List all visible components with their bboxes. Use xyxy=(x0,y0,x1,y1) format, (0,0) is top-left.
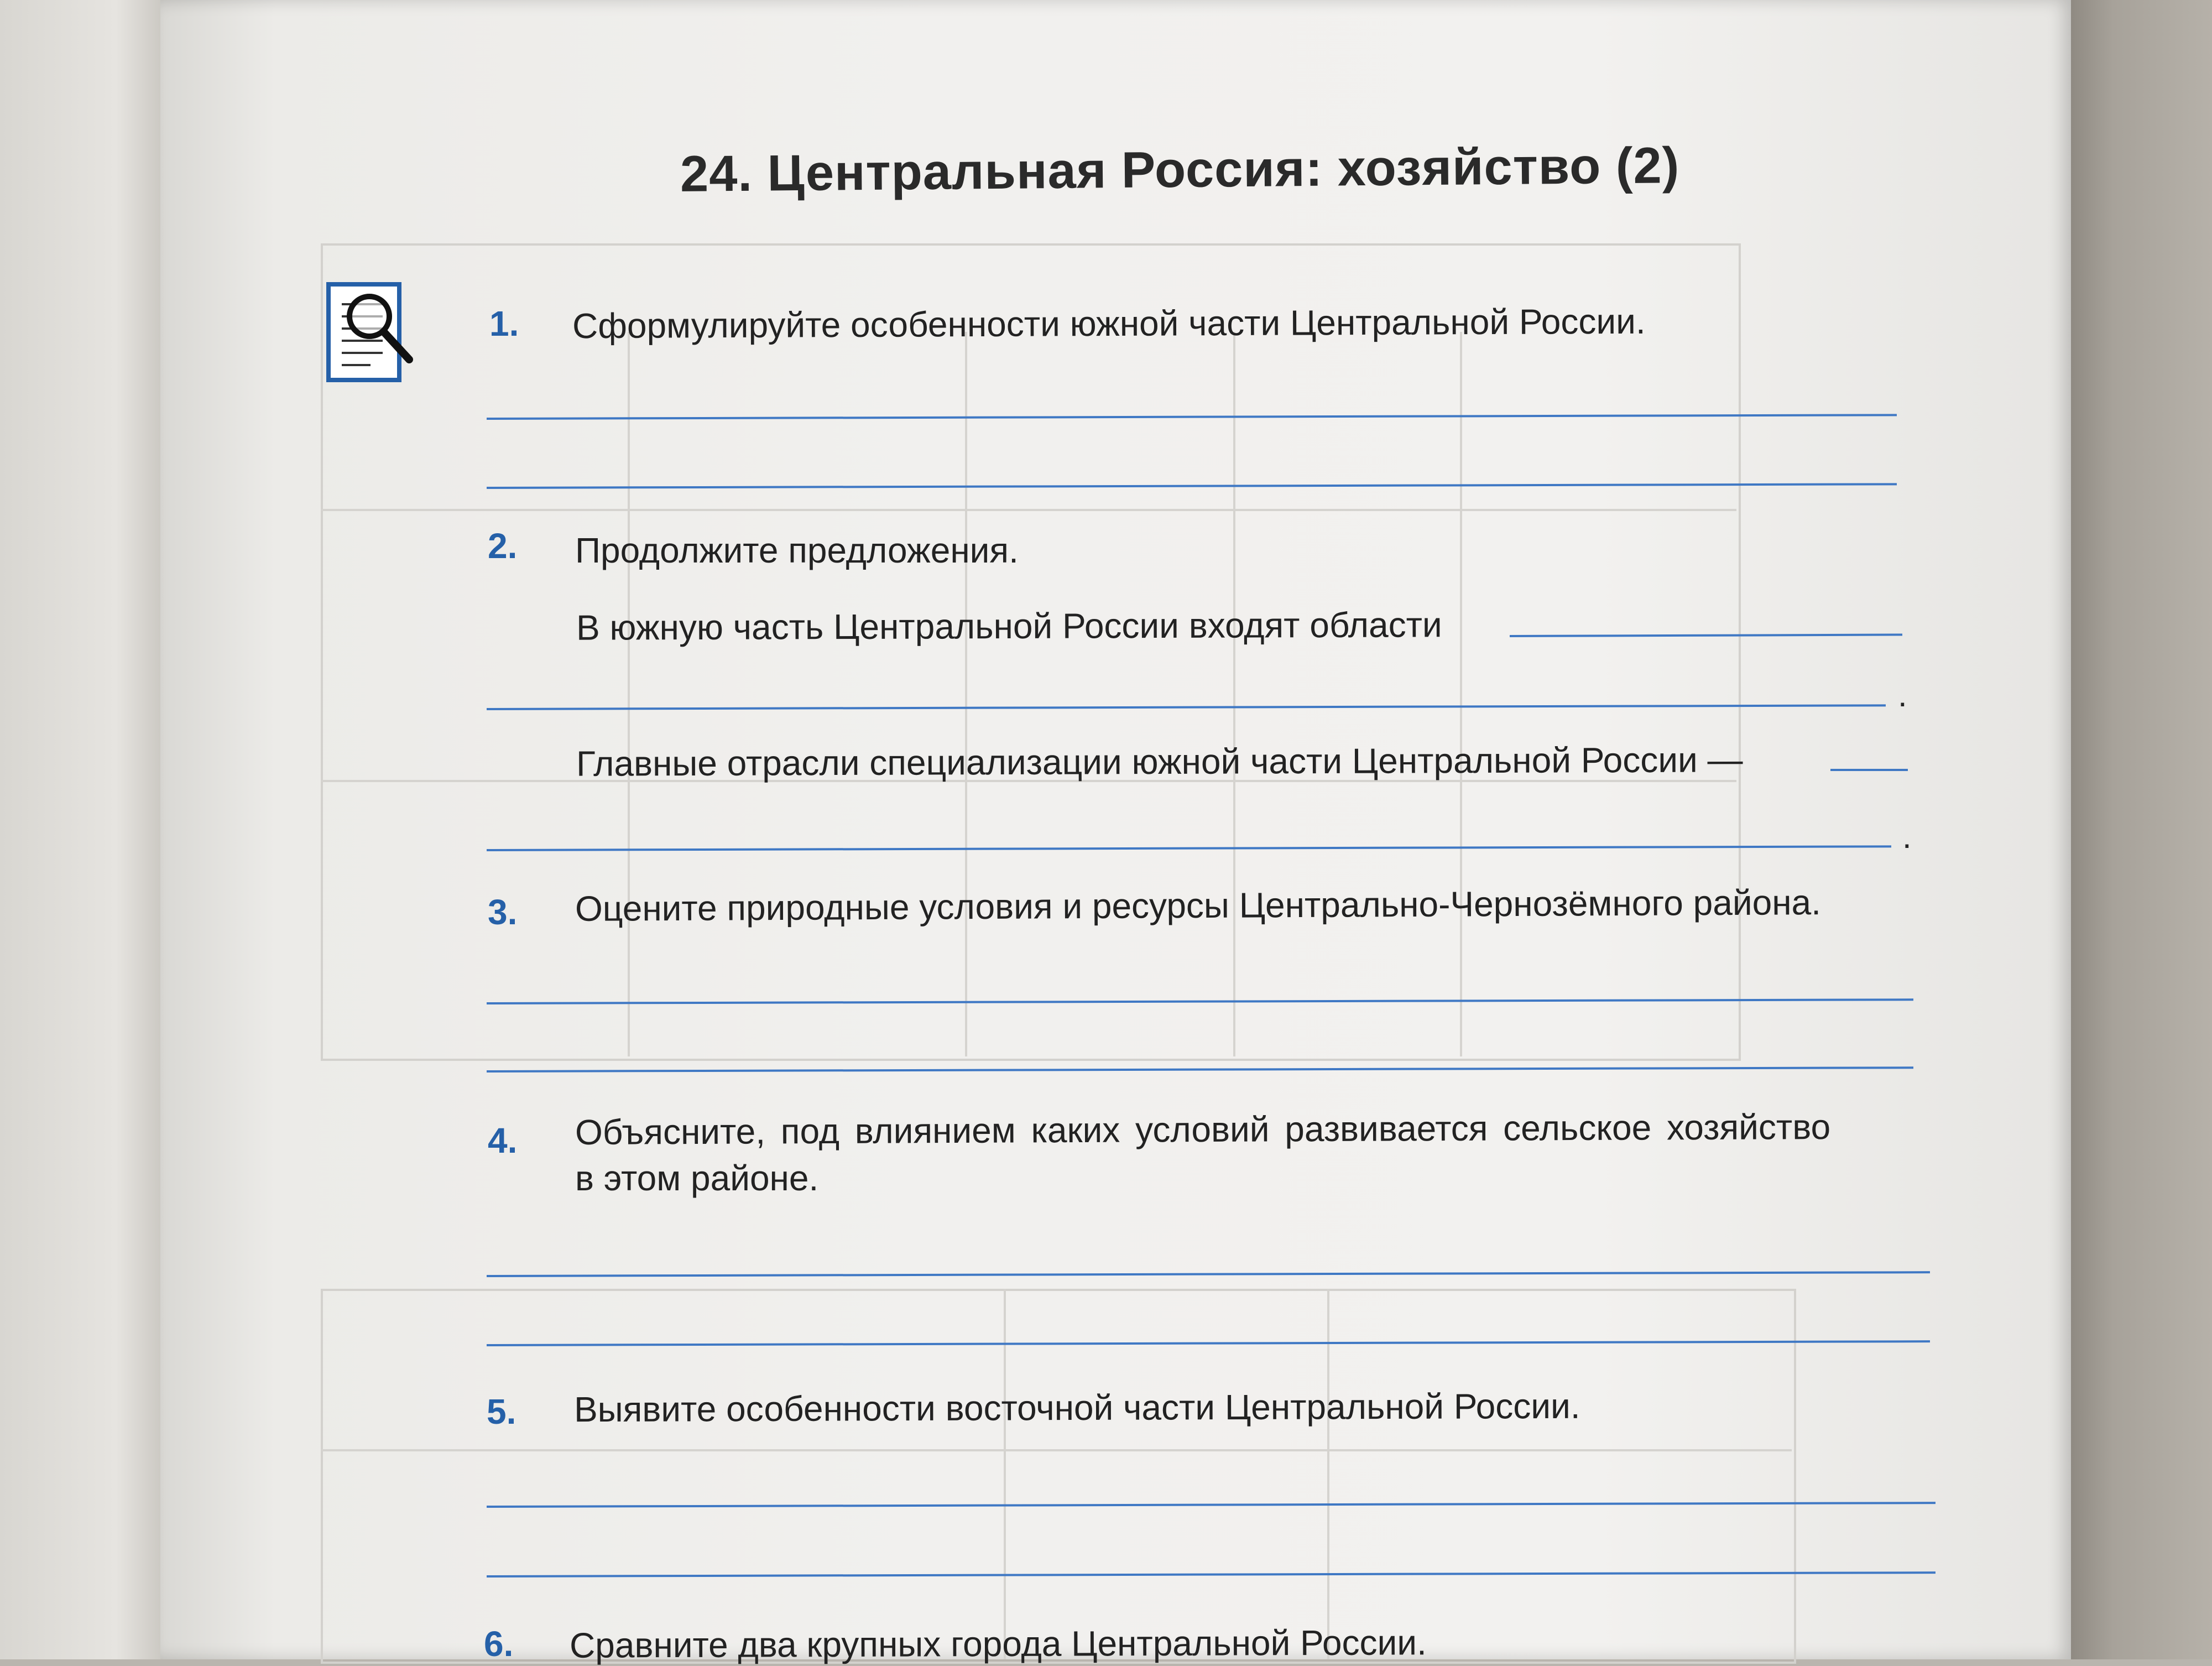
page-title: 24. Центральная Россия: хозяйство (2) xyxy=(680,137,1680,202)
previous-page-edge xyxy=(0,0,166,1659)
sentence-period: . xyxy=(1898,676,1907,714)
task-text-line: Объясните, под влиянием каких условий развивается сельское хозяйство xyxy=(575,1107,1831,1152)
task-text: Оцените природные условия и ресурсы Центрально-Чернозёмного района. xyxy=(575,882,1822,929)
bleed-through-line xyxy=(321,509,1736,511)
task-text: Продолжите предложения. xyxy=(575,530,1019,570)
bleed-through-line xyxy=(1233,332,1235,1056)
task-text: Сформулируйте особенности южной части Центральной России. xyxy=(572,301,1646,346)
task-number: 4. xyxy=(488,1121,518,1160)
bleed-through-line xyxy=(321,1449,1792,1451)
answer-line[interactable] xyxy=(1830,769,1908,771)
bleed-through-line xyxy=(1327,1289,1329,1659)
sentence-period: . xyxy=(1902,818,1912,855)
task-text: Сравните два крупных города Центральной России. xyxy=(569,1622,1427,1665)
bleed-through-line xyxy=(1460,332,1462,1056)
magnifier-document-icon xyxy=(326,282,401,382)
task-number: 1. xyxy=(489,304,519,343)
task-number: 6. xyxy=(484,1624,514,1664)
task-number: 5. xyxy=(487,1392,517,1431)
page-stack-edge xyxy=(2071,0,2212,1659)
task-text: Выявите особенности восточной части Центральной России. xyxy=(573,1386,1580,1430)
bleed-through-line xyxy=(965,332,967,1056)
bleed-through-line xyxy=(628,332,630,1056)
task-text-line: в этом районе. xyxy=(575,1158,819,1198)
task-number: 3. xyxy=(488,892,518,932)
sentence-text: Главные отрасли специализации южной части Центральной России — xyxy=(576,740,1743,784)
sentence-text: В южную часть Центральной России входят области xyxy=(576,605,1442,648)
task-number: 2. xyxy=(488,526,518,566)
bleed-through-table-top xyxy=(321,243,1741,1061)
